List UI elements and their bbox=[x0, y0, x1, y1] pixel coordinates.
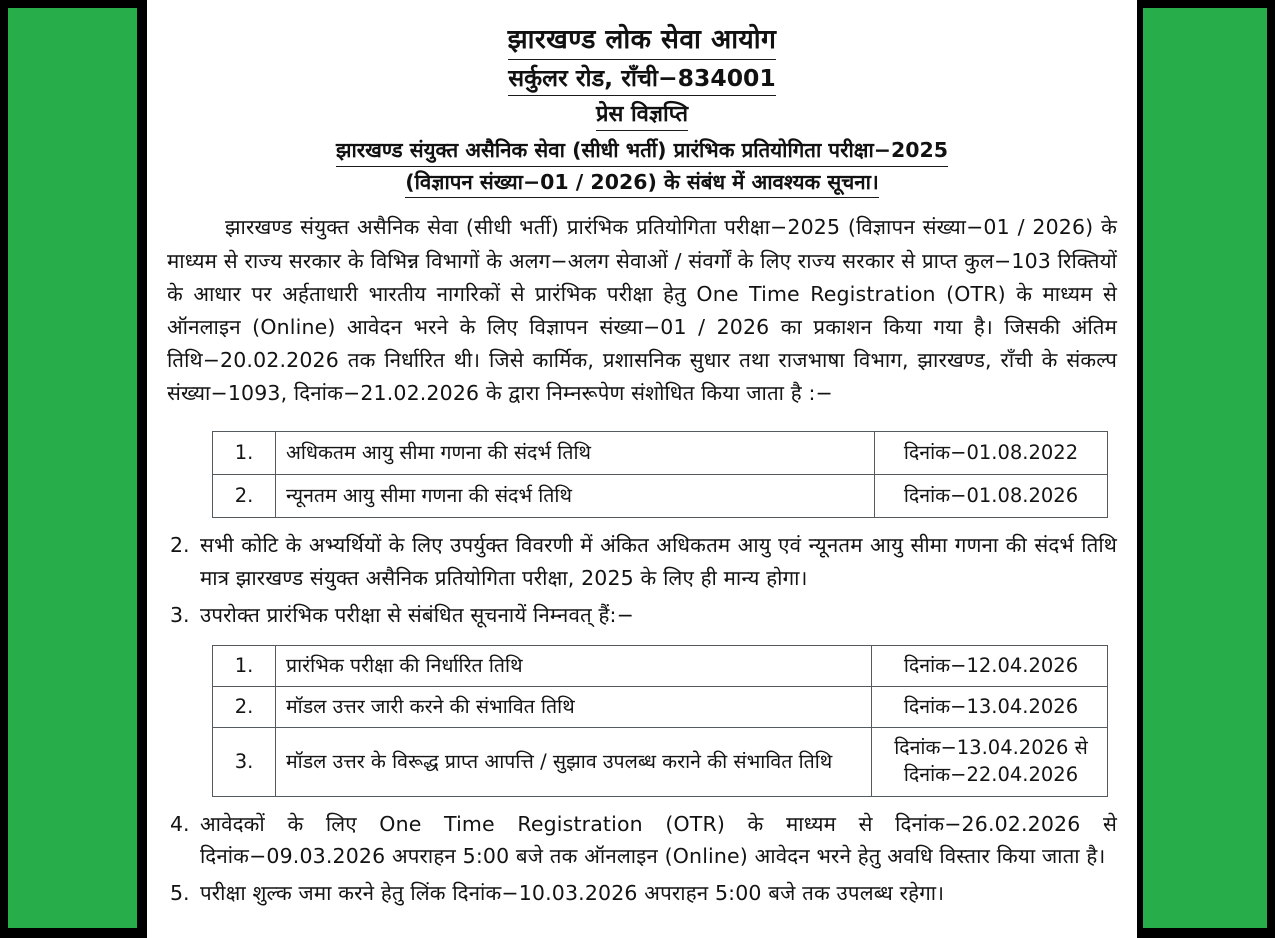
row-description: न्यूनतम आयु सीमा गणना की संदर्भ तिथि bbox=[276, 475, 875, 518]
doc-type-line bbox=[167, 100, 1117, 131]
intro-paragraph: झारखण्ड संयुक्त असैनिक सेवा (सीधी भर्ती) प्रारंभिक प्रतियोगिता परीक्षा−2025 (विज्ञापन संख्या−01 / 2026) के माध्यम से राज्य सरकार के विभिन्न विभागों के अलग−अलग सेवाओं / संवर्गों के लिए राज्य सरकार से प्राप्त कुल−103 रिक्तियों के आधार पर अर्हताधारी भारतीय नागरिकों से प्रारंभिक परीक्षा हेतु One Time Registration (OTR) के माध्यम से ऑनलाइन (Online) आवेदन भरने के लिए विज्ञापन संख्या−01 / 2026 का प्रकाशन किया गया है। जिसकी अंतिम तिथि−20.02.2026 तक निर्धारित थी। जिसे कार्मिक, प्रशासनिक सुधार तथा राजभाषा विभाग, झारखण्ड, राँची के संकल्प संख्या−1093, दिनांक−21.02.2026 के द्वारा निम्नरूपेण संशोधित किया जाता है :− bbox=[167, 215, 1117, 406]
row-date: दिनांक−01.08.2026 bbox=[875, 475, 1108, 518]
list-item-number: 2. bbox=[170, 533, 190, 558]
list-item-number: 3. bbox=[170, 602, 190, 627]
row-serial: 3. bbox=[213, 728, 276, 797]
table-row bbox=[213, 475, 1108, 518]
row-serial: 2. bbox=[213, 475, 276, 518]
list-item-number: 5. bbox=[170, 881, 190, 906]
list-item-4 bbox=[167, 808, 1117, 874]
table-row bbox=[213, 645, 1108, 686]
table-row bbox=[213, 728, 1108, 797]
subject-line-2-wrap bbox=[167, 169, 1117, 198]
document-type: प्रेस विज्ञप्ति bbox=[596, 100, 688, 131]
paper-content-area bbox=[147, 0, 1137, 938]
list-item-5 bbox=[167, 877, 1117, 910]
row-description: मॉडल उत्तर के विरूद्ध प्राप्त आपत्ति / सुझाव उपलब्ध कराने की संभावित तिथि bbox=[276, 728, 872, 797]
address-line bbox=[167, 63, 1117, 96]
table-row bbox=[213, 432, 1108, 475]
list-item-text: परीक्षा शुल्क जमा करने हेतु लिंक दिनांक−10.03.2026 अपराहन 5:00 बजे तक उपलब्ध रहेगा। bbox=[200, 881, 945, 906]
organization-name: झारखण्ड लोक सेवा आयोग bbox=[508, 22, 777, 60]
row-serial: 1. bbox=[213, 432, 276, 475]
subject-line-1: झारखण्ड संयुक्त असैनिक सेवा (सीधी भर्ती) प्रारंभिक प्रतियोगिता परीक्षा−2025 bbox=[336, 137, 948, 166]
list-item-text: आवेदकों के लिए One Time Registration (OTR) के माध्यम से दिनांक−26.02.2026 से दिनांक−09.03.2026 अपराहन 5:00 बजे तक ऑनलाइन (Online) आवेदन भरने हेतु अवधि विस्तार किया जाता है। bbox=[200, 811, 1117, 869]
exam-schedule-table bbox=[212, 645, 1108, 797]
subject-line-1-wrap bbox=[167, 137, 1117, 166]
list-item-2 bbox=[167, 529, 1117, 595]
list-item-text: सभी कोटि के अभ्यर्थियों के लिए उपर्युक्त विवरणी में अंकित अधिकतम आयु एवं न्यूनतम आयु सीमा गणना की संदर्भ तिथि मात्र झारखण्ड संयुक्त असैनिक प्रतियोगिता परीक्षा, 2025 के लिए ही मान्य होगा। bbox=[200, 533, 1117, 590]
row-date: दिनांक−12.04.2026 bbox=[872, 645, 1108, 686]
document-header bbox=[167, 22, 1117, 198]
subject-line-2: (विज्ञापन संख्या−01 / 2026) के संबंध में आवश्यक सूचना। bbox=[405, 169, 879, 198]
row-date: दिनांक−01.08.2022 bbox=[875, 432, 1108, 475]
row-serial: 2. bbox=[213, 686, 276, 727]
row-description: अधिकतम आयु सीमा गणना की संदर्भ तिथि bbox=[276, 432, 875, 475]
right-green-band bbox=[1143, 8, 1267, 928]
row-date: दिनांक−13.04.2026 bbox=[872, 686, 1108, 727]
list-item-3 bbox=[167, 599, 1117, 632]
age-reference-table bbox=[212, 431, 1108, 518]
list-item-number: 4. bbox=[170, 811, 190, 836]
row-description: प्रारंभिक परीक्षा की निर्धारित तिथि bbox=[276, 645, 872, 686]
row-serial: 1. bbox=[213, 645, 276, 686]
left-green-band bbox=[8, 8, 137, 928]
row-date: दिनांक−13.04.2026 से दिनांक−22.04.2026 bbox=[872, 728, 1108, 797]
list-item-text: उपरोक्त प्रारंभिक परीक्षा से संबंधित सूचनायें निम्नवत् हैं:− bbox=[200, 602, 634, 627]
row-description: मॉडल उत्तर जारी करने की संभावित तिथि bbox=[276, 686, 872, 727]
table-row bbox=[213, 686, 1108, 727]
organization-name-line bbox=[167, 22, 1117, 60]
organization-address: सर्कुलर रोड, राँची−834001 bbox=[508, 63, 776, 96]
